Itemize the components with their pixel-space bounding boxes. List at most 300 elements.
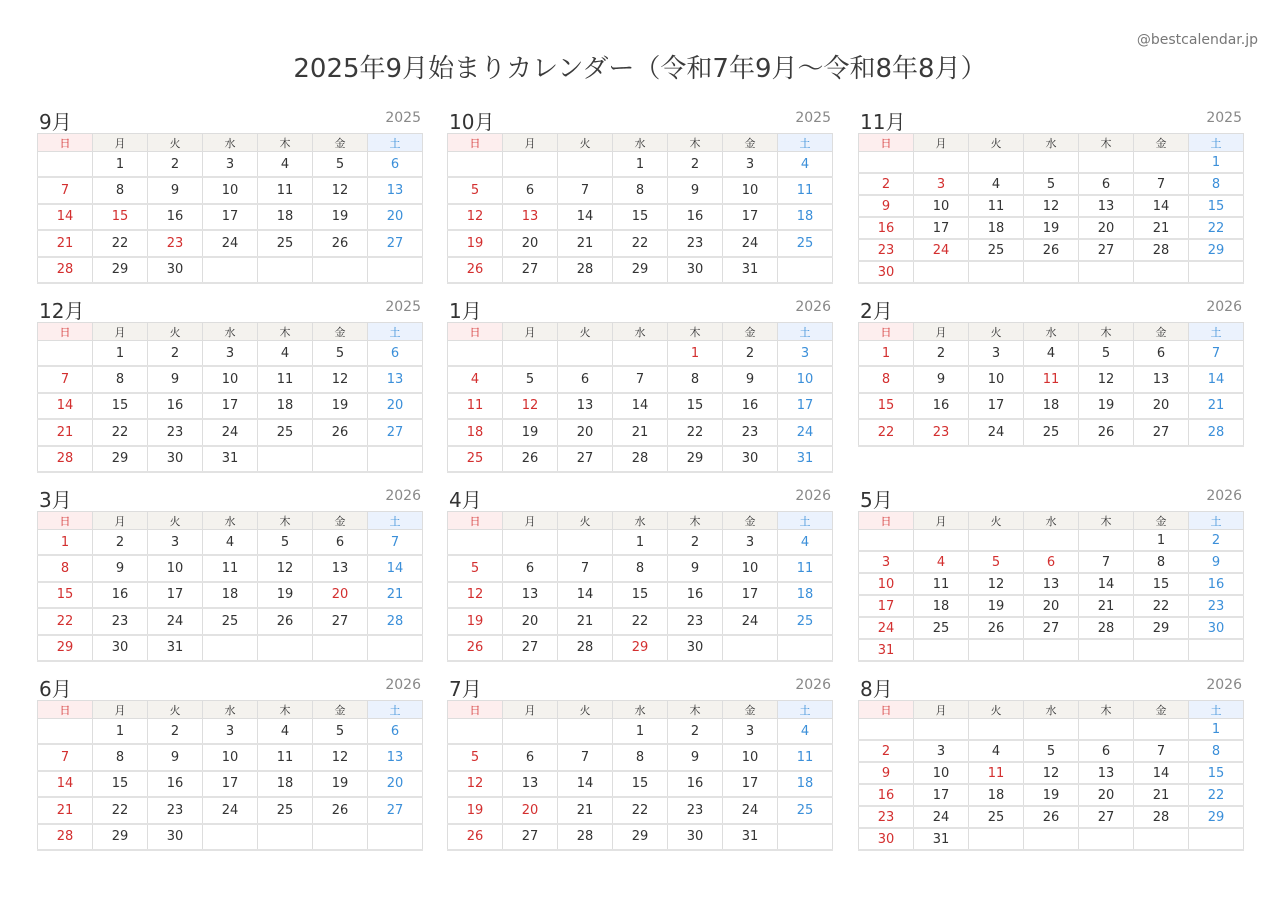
day-cell: 29 [1189, 239, 1244, 261]
day-cell: 22 [613, 797, 668, 823]
day-cell: 20 [1079, 784, 1134, 806]
day-cell: 21 [558, 608, 613, 634]
week-row [38, 582, 423, 608]
day-cell: 4 [203, 530, 258, 556]
day-cell: 2 [1189, 530, 1244, 552]
day-cell: 29 [668, 446, 723, 472]
day-cell: 9 [723, 366, 778, 392]
day-cell: 10 [148, 555, 203, 581]
day-cell: 19 [969, 595, 1024, 617]
day-cell [914, 530, 969, 552]
day-cell: 12 [313, 177, 368, 203]
weekday-label: 土 [1189, 701, 1244, 719]
day-cell: 30 [668, 635, 723, 661]
day-cell: 22 [93, 797, 148, 823]
day-cell: 8 [93, 744, 148, 770]
day-cell: 4 [448, 366, 503, 392]
week-row [859, 719, 1244, 741]
day-cell: 16 [93, 582, 148, 608]
month-table [37, 700, 423, 851]
day-cell: 27 [368, 419, 423, 445]
day-cell: 17 [969, 393, 1024, 419]
month-table [447, 700, 833, 851]
week-row [859, 806, 1244, 828]
day-cell: 15 [1189, 762, 1244, 784]
day-cell: 11 [914, 573, 969, 595]
weekday-label: 水 [203, 512, 258, 530]
day-cell: 27 [1079, 806, 1134, 828]
week-row [859, 530, 1244, 552]
day-cell: 6 [1024, 551, 1079, 573]
day-cell: 7 [38, 177, 93, 203]
day-cell: 3 [203, 341, 258, 367]
day-cell: 8 [668, 366, 723, 392]
day-cell [778, 824, 833, 850]
day-cell: 16 [668, 582, 723, 608]
month-name: 5月 [860, 488, 893, 512]
day-cell: 25 [914, 617, 969, 639]
day-cell: 24 [148, 608, 203, 634]
week-row [448, 530, 833, 556]
weekday-label: 水 [203, 323, 258, 341]
day-cell: 30 [148, 824, 203, 850]
day-cell: 24 [723, 230, 778, 256]
day-cell: 7 [368, 530, 423, 556]
day-cell: 21 [558, 797, 613, 823]
month-year: 2026 [1206, 488, 1242, 504]
weekday-label: 木 [258, 512, 313, 530]
day-cell: 2 [148, 719, 203, 745]
week-row [859, 617, 1244, 639]
week-row [38, 204, 423, 230]
weekday-label: 火 [558, 512, 613, 530]
day-cell [368, 257, 423, 283]
day-cell: 15 [613, 582, 668, 608]
day-cell: 29 [613, 824, 668, 850]
day-cell: 7 [1079, 551, 1134, 573]
day-cell: 1 [668, 341, 723, 367]
weekday-header [448, 512, 833, 530]
week-row [859, 239, 1244, 261]
day-cell: 28 [38, 824, 93, 850]
day-cell: 4 [969, 740, 1024, 762]
day-cell: 24 [859, 617, 914, 639]
day-cell: 21 [1079, 595, 1134, 617]
day-cell: 29 [613, 635, 668, 661]
weekday-label: 月 [503, 323, 558, 341]
day-cell: 24 [723, 797, 778, 823]
day-cell: 23 [148, 797, 203, 823]
day-cell: 8 [613, 744, 668, 770]
weekday-label: 月 [93, 323, 148, 341]
day-cell: 11 [258, 366, 313, 392]
day-cell [203, 635, 258, 661]
week-row [859, 366, 1244, 392]
day-cell: 19 [258, 582, 313, 608]
day-cell: 16 [668, 204, 723, 230]
week-row [448, 797, 833, 823]
day-cell: 10 [723, 177, 778, 203]
day-cell: 18 [778, 204, 833, 230]
day-cell: 2 [859, 740, 914, 762]
week-row [859, 419, 1244, 445]
week-row [448, 824, 833, 850]
day-cell [1079, 261, 1134, 283]
month-table [447, 133, 833, 284]
day-cell [258, 635, 313, 661]
day-cell [969, 639, 1024, 661]
weekday-label: 土 [368, 701, 423, 719]
day-cell: 15 [668, 393, 723, 419]
day-cell [368, 824, 423, 850]
weekday-label: 日 [859, 134, 914, 152]
day-cell [969, 828, 1024, 850]
weekday-label: 月 [914, 134, 969, 152]
day-cell: 26 [503, 446, 558, 472]
weekday-label: 金 [313, 701, 368, 719]
month-name: 7月 [449, 677, 482, 701]
day-cell: 25 [258, 419, 313, 445]
day-cell [969, 261, 1024, 283]
day-cell: 26 [1079, 419, 1134, 445]
day-cell: 25 [969, 239, 1024, 261]
weekday-header [38, 134, 423, 152]
day-cell [448, 719, 503, 745]
day-cell: 10 [969, 366, 1024, 392]
month-year: 2026 [1206, 299, 1242, 315]
day-cell: 28 [558, 257, 613, 283]
day-cell: 12 [258, 555, 313, 581]
day-cell: 23 [1189, 595, 1244, 617]
day-cell [1134, 261, 1189, 283]
week-row [448, 204, 833, 230]
day-cell: 11 [203, 555, 258, 581]
day-cell: 15 [38, 582, 93, 608]
day-cell [448, 152, 503, 178]
day-cell: 13 [1134, 366, 1189, 392]
day-cell: 24 [203, 797, 258, 823]
weekday-label: 土 [778, 512, 833, 530]
day-cell: 9 [668, 744, 723, 770]
month-table [37, 511, 423, 662]
day-cell [558, 341, 613, 367]
day-cell: 8 [613, 177, 668, 203]
day-cell: 30 [859, 828, 914, 850]
day-cell: 13 [558, 393, 613, 419]
weekday-label: 月 [93, 701, 148, 719]
month-year: 2026 [795, 488, 831, 504]
day-cell: 25 [448, 446, 503, 472]
day-cell: 7 [38, 744, 93, 770]
day-cell: 7 [558, 177, 613, 203]
month-11 [447, 675, 833, 851]
day-cell: 8 [1134, 551, 1189, 573]
day-cell: 5 [313, 341, 368, 367]
day-cell: 9 [148, 744, 203, 770]
weekday-label: 日 [859, 512, 914, 530]
day-cell: 27 [313, 608, 368, 634]
weekday-label: 日 [859, 701, 914, 719]
day-cell: 4 [778, 152, 833, 178]
day-cell: 16 [859, 217, 914, 239]
week-row [448, 419, 833, 445]
day-cell: 29 [93, 446, 148, 472]
day-cell: 9 [914, 366, 969, 392]
day-cell: 10 [914, 762, 969, 784]
day-cell: 14 [38, 393, 93, 419]
day-cell: 4 [1024, 341, 1079, 367]
day-cell: 12 [1079, 366, 1134, 392]
weekday-label: 木 [1079, 512, 1134, 530]
weekday-label: 火 [969, 323, 1024, 341]
day-cell: 21 [1134, 784, 1189, 806]
day-cell: 25 [969, 806, 1024, 828]
weekday-label: 土 [368, 323, 423, 341]
day-cell: 16 [859, 784, 914, 806]
day-cell [1134, 639, 1189, 661]
day-cell: 16 [1189, 573, 1244, 595]
day-cell: 2 [723, 341, 778, 367]
day-cell: 13 [503, 204, 558, 230]
week-row [448, 341, 833, 367]
day-cell: 1 [1189, 719, 1244, 741]
day-cell: 5 [313, 719, 368, 745]
weekday-label: 土 [1189, 512, 1244, 530]
weekday-label: 木 [668, 701, 723, 719]
day-cell: 20 [368, 204, 423, 230]
day-cell: 6 [368, 719, 423, 745]
weekday-label: 土 [368, 512, 423, 530]
day-cell [558, 152, 613, 178]
day-cell: 14 [1189, 366, 1244, 392]
weekday-label: 金 [723, 134, 778, 152]
weekday-label: 日 [38, 134, 93, 152]
day-cell: 6 [1079, 173, 1134, 195]
day-cell: 15 [613, 204, 668, 230]
day-cell: 29 [93, 824, 148, 850]
day-cell: 24 [914, 239, 969, 261]
day-cell [503, 341, 558, 367]
day-cell: 13 [313, 555, 368, 581]
day-cell: 16 [668, 771, 723, 797]
day-cell: 28 [38, 446, 93, 472]
weekday-label: 金 [313, 323, 368, 341]
day-cell: 21 [38, 230, 93, 256]
day-cell: 15 [1134, 573, 1189, 595]
day-cell: 7 [613, 366, 668, 392]
day-cell: 18 [258, 771, 313, 797]
day-cell: 19 [448, 230, 503, 256]
weekday-label: 日 [448, 701, 503, 719]
week-row [448, 230, 833, 256]
month-name: 4月 [449, 488, 482, 512]
day-cell: 13 [503, 582, 558, 608]
day-cell [1024, 152, 1079, 174]
day-cell: 26 [969, 617, 1024, 639]
day-cell: 19 [1024, 217, 1079, 239]
day-cell: 12 [313, 366, 368, 392]
weekday-header [448, 323, 833, 341]
day-cell: 18 [448, 419, 503, 445]
day-cell: 6 [368, 341, 423, 367]
day-cell: 28 [38, 257, 93, 283]
week-row [38, 393, 423, 419]
day-cell: 24 [778, 419, 833, 445]
week-row [448, 555, 833, 581]
day-cell: 16 [914, 393, 969, 419]
day-cell: 23 [148, 419, 203, 445]
day-cell: 16 [723, 393, 778, 419]
day-cell: 2 [148, 341, 203, 367]
weekday-header [859, 701, 1244, 719]
weekday-label: 金 [723, 512, 778, 530]
weekday-label: 日 [448, 323, 503, 341]
weekday-header [859, 512, 1244, 530]
day-cell [558, 530, 613, 556]
day-cell [368, 635, 423, 661]
day-cell: 2 [148, 152, 203, 178]
day-cell: 14 [613, 393, 668, 419]
day-cell: 26 [313, 419, 368, 445]
day-cell: 20 [1134, 393, 1189, 419]
day-cell [1189, 828, 1244, 850]
week-row [38, 257, 423, 283]
month-table [37, 322, 423, 473]
day-cell: 11 [778, 177, 833, 203]
day-cell: 5 [448, 555, 503, 581]
month-table [858, 133, 1244, 284]
day-cell: 1 [613, 719, 668, 745]
day-cell: 23 [668, 608, 723, 634]
day-cell [503, 152, 558, 178]
day-cell: 5 [258, 530, 313, 556]
day-cell: 19 [1079, 393, 1134, 419]
day-cell: 19 [313, 204, 368, 230]
weekday-label: 土 [1189, 134, 1244, 152]
weekday-label: 金 [313, 512, 368, 530]
day-cell: 25 [778, 230, 833, 256]
month-name: 9月 [39, 110, 72, 134]
day-cell: 31 [778, 446, 833, 472]
day-cell: 19 [448, 797, 503, 823]
weekday-label: 日 [859, 323, 914, 341]
day-cell [1024, 639, 1079, 661]
day-cell: 4 [969, 173, 1024, 195]
weekday-label: 火 [148, 323, 203, 341]
day-cell: 6 [313, 530, 368, 556]
week-row [38, 719, 423, 745]
day-cell [1024, 719, 1079, 741]
day-cell: 5 [1024, 173, 1079, 195]
day-cell: 7 [558, 744, 613, 770]
weekday-label: 火 [148, 134, 203, 152]
day-cell: 21 [368, 582, 423, 608]
day-cell: 30 [668, 257, 723, 283]
day-cell [313, 446, 368, 472]
day-cell: 13 [503, 771, 558, 797]
day-cell: 20 [368, 771, 423, 797]
week-row [448, 257, 833, 283]
day-cell: 17 [203, 771, 258, 797]
day-cell: 3 [914, 740, 969, 762]
day-cell: 23 [668, 230, 723, 256]
week-row [448, 152, 833, 178]
page-title: 2025年9月始まりカレンダー（令和7年9月～令和8年8月） [293, 54, 987, 84]
week-row [38, 744, 423, 770]
weekday-label: 日 [448, 134, 503, 152]
day-cell: 12 [448, 582, 503, 608]
day-cell: 17 [148, 582, 203, 608]
day-cell: 9 [668, 177, 723, 203]
week-row [38, 366, 423, 392]
day-cell [613, 341, 668, 367]
day-cell: 3 [203, 152, 258, 178]
month-name: 6月 [39, 677, 72, 701]
day-cell: 15 [613, 771, 668, 797]
weekday-label: 金 [1134, 512, 1189, 530]
day-cell: 17 [203, 393, 258, 419]
weekday-label: 火 [148, 512, 203, 530]
day-cell: 22 [668, 419, 723, 445]
week-row [38, 230, 423, 256]
day-cell [723, 635, 778, 661]
weekday-label: 水 [203, 701, 258, 719]
day-cell: 18 [258, 204, 313, 230]
day-cell: 29 [38, 635, 93, 661]
day-cell: 18 [203, 582, 258, 608]
day-cell: 26 [313, 230, 368, 256]
day-cell: 13 [368, 744, 423, 770]
day-cell: 1 [613, 152, 668, 178]
day-cell: 1 [93, 341, 148, 367]
month-10 [37, 675, 423, 851]
day-cell: 18 [778, 771, 833, 797]
week-row [859, 195, 1244, 217]
weekday-label: 火 [148, 701, 203, 719]
day-cell: 23 [148, 230, 203, 256]
day-cell: 10 [859, 573, 914, 595]
day-cell: 27 [1134, 419, 1189, 445]
week-row [448, 393, 833, 419]
day-cell: 3 [723, 530, 778, 556]
day-cell: 21 [38, 419, 93, 445]
day-cell: 11 [778, 555, 833, 581]
day-cell: 26 [448, 824, 503, 850]
day-cell: 22 [93, 230, 148, 256]
month-year: 2026 [795, 677, 831, 693]
day-cell: 26 [448, 257, 503, 283]
day-cell: 20 [558, 419, 613, 445]
day-cell [503, 530, 558, 556]
day-cell: 24 [203, 230, 258, 256]
week-row [859, 784, 1244, 806]
day-cell: 5 [503, 366, 558, 392]
week-row [859, 595, 1244, 617]
week-row [448, 446, 833, 472]
week-row [38, 530, 423, 556]
day-cell: 17 [778, 393, 833, 419]
week-row [38, 555, 423, 581]
weekday-label: 月 [914, 323, 969, 341]
day-cell: 31 [723, 824, 778, 850]
day-cell [914, 261, 969, 283]
day-cell: 14 [368, 555, 423, 581]
day-cell: 31 [148, 635, 203, 661]
day-cell [1079, 530, 1134, 552]
weekday-label: 木 [1079, 701, 1134, 719]
weekday-label: 土 [778, 323, 833, 341]
weekday-label: 月 [93, 512, 148, 530]
